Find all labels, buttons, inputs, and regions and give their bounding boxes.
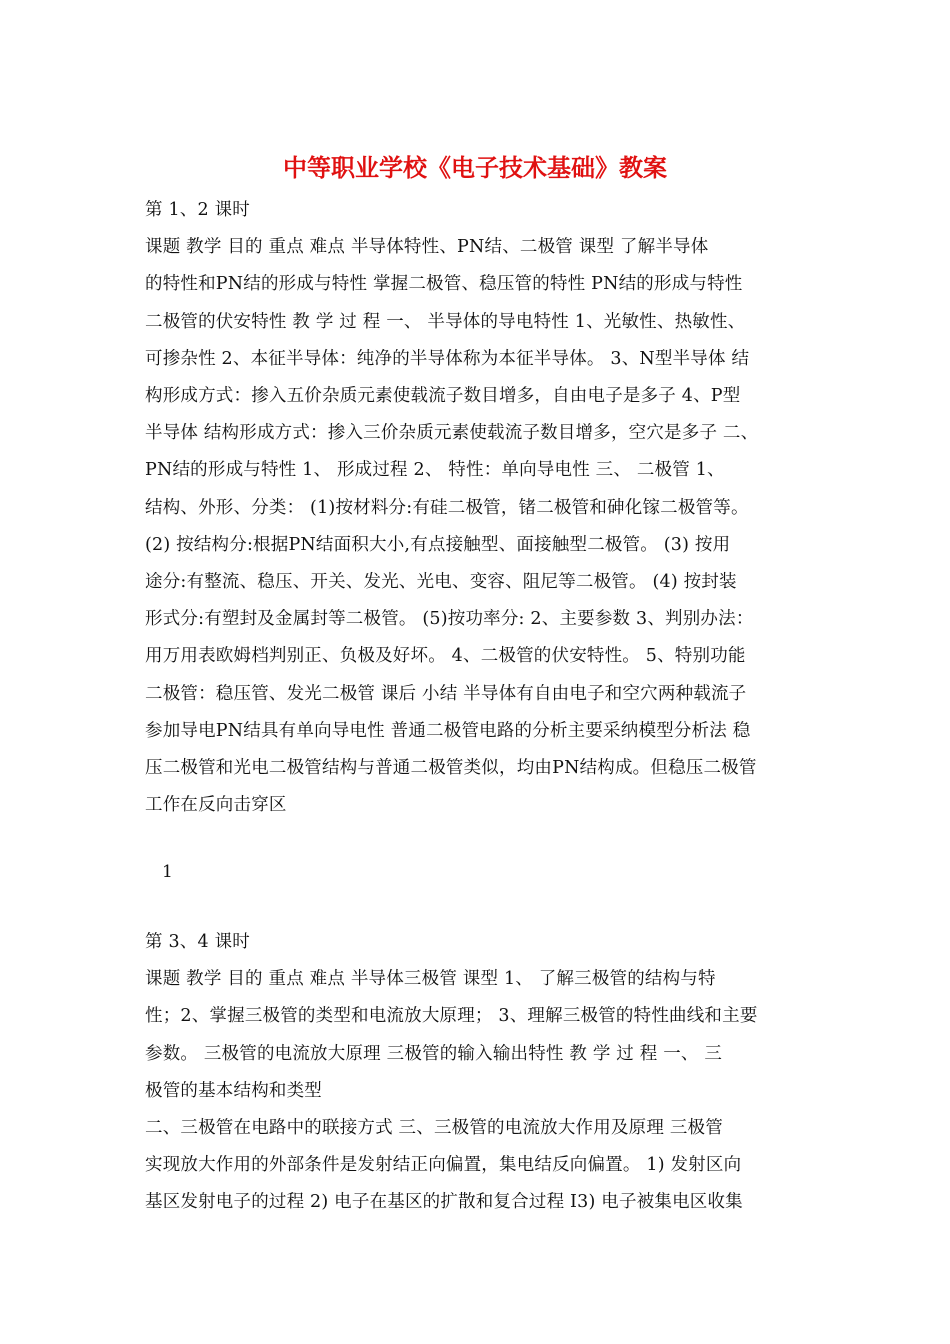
text-line: 性；2、掌握三极管的类型和电流放大原理； 3、理解三极管的特性曲线和主要 bbox=[145, 1006, 758, 1027]
text-line: 用万用表欧姆档判别正、负极及好坏。 4、二极管的伏安特性。 5、特别功能 bbox=[145, 646, 746, 667]
text-line: 工作在反向击穿区 bbox=[145, 795, 287, 816]
text-line: (2) 按结构分:根据PN结面积大小,有点接触型、面接触型二极管。 (3) 按用 bbox=[145, 534, 731, 555]
text-line: 实现放大作用的外部条件是发射结正向偏置，集电结反向偏置。 1) 发射区向 bbox=[145, 1155, 742, 1176]
text-line: 的特性和PN结的形成与特性 掌握二极管、稳压管的特性 PN结的形成与特性 bbox=[145, 274, 743, 295]
text-line: 二极管的伏安特性 教 学 过 程 一、 半导体的导电特性 1、光敏性、热敏性、 bbox=[145, 311, 746, 332]
text-line: 第 1、2 课时 bbox=[145, 200, 250, 220]
text-line: PN结的形成与特性 1、 形成过程 2、 特性：单向导电性 三、 二极管 1、 bbox=[145, 460, 725, 481]
text-line: 课题 教学 目的 重点 难点 半导体三极管 课型 1、 了解三极管的结构与特 bbox=[145, 969, 716, 990]
text-line: 参数。 三极管的电流放大原理 三极管的输入输出特性 教 学 过 程 一、 三 bbox=[145, 1043, 723, 1064]
text-line: 半导体 结构形成方式：掺入三价杂质元素使载流子数目增多，空穴是多子 二、 bbox=[145, 423, 759, 444]
text-line: 参加导电PN结具有单向导电性 普通二极管电路的分析主要采纳模型分析法 稳 bbox=[145, 720, 751, 741]
text-line: 课题 教学 目的 重点 难点 半导体特性、PN结、二极管 课型 了解半导体 bbox=[145, 237, 709, 258]
text-line: 形式分:有塑封及金属封等二极管。 (5)按功率分: 2、主要参数 3、判别办法： bbox=[145, 609, 754, 630]
text-line: 二极管：稳压管、发光二极管 课后 小结 半导体有自由电子和空穴两种载流子 bbox=[145, 683, 747, 704]
text-line: 结构、外形、分类： (1)按材料分:有硅二极管，锗二极管和砷化镓二极管等。 bbox=[145, 497, 749, 518]
page-number: 1 bbox=[162, 862, 173, 882]
text-line: 第 3、4 课时 bbox=[145, 932, 250, 952]
document-title: 中等职业学校《电子技术基础》教案 bbox=[283, 154, 667, 182]
text-line: 压二极管和光电二极管结构与普通二极管类似，均由PN结构成。但稳压二极管 bbox=[145, 758, 757, 778]
text-line: 可掺杂性 2、本征半导体：纯净的半导体称为本征半导体。 3、N型半导体 结 bbox=[145, 348, 750, 369]
text-line: 途分:有整流、稳压、开关、发光、光电、变容、阻尼等二极管。 (4) 按封装 bbox=[145, 572, 737, 592]
text-line: 基区发射电子的过程 2) 电子在基区的扩散和复合过程 I3) 电子被集电区收集 bbox=[145, 1192, 743, 1213]
text-line: 极管的基本结构和类型 bbox=[145, 1080, 322, 1101]
text-line: 二、三极管在电路中的联接方式 三、三极管的电流放大作用及原理 三极管 bbox=[145, 1118, 723, 1138]
text-line: 构形成方式：掺入五价杂质元素使载流子数目增多，自由电子是多子 4、P型 bbox=[145, 386, 741, 406]
